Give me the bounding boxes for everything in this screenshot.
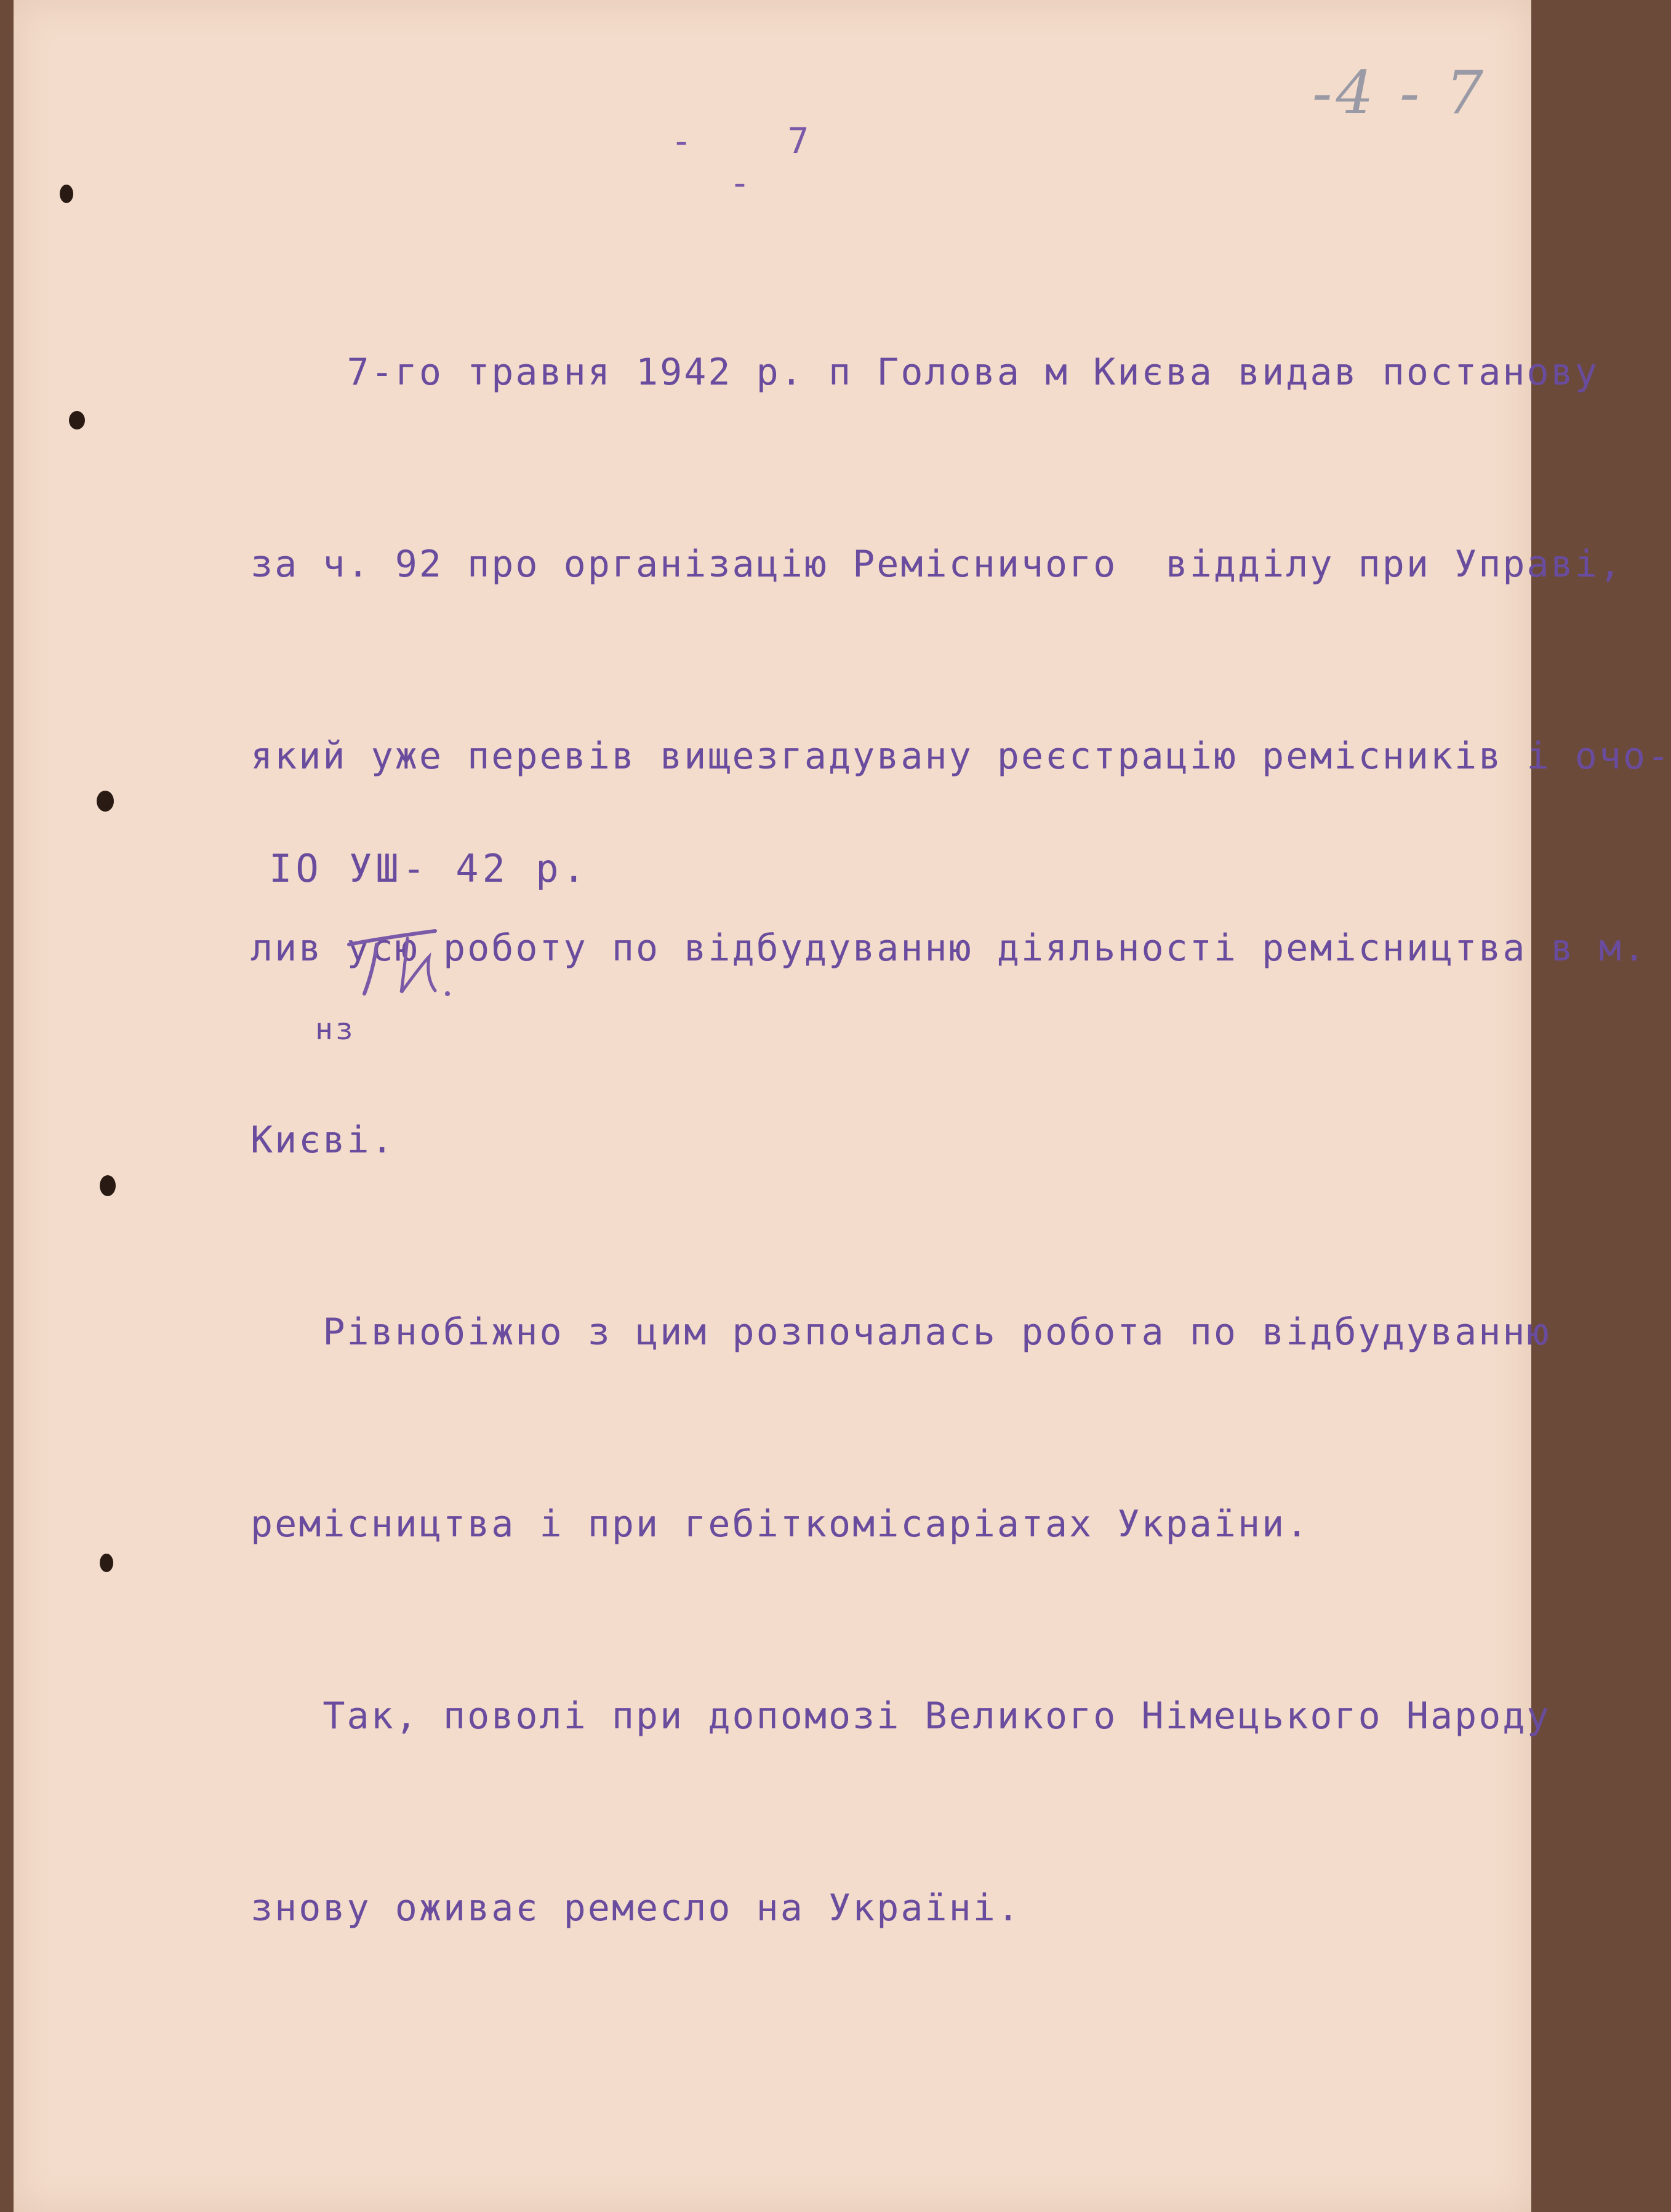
typist-initials: нз	[315, 1012, 356, 1047]
body-line: Рівнобіжно з цим розпочалась робота по відбудуванню	[250, 1311, 1551, 1354]
binding-hole	[97, 791, 114, 812]
body-line: Так, поволі при допомозі Великого Німецького Народу	[250, 1695, 1551, 1738]
body-line: Києві.	[250, 1119, 395, 1162]
body-line: який уже перевів вищезгадувану реєстрацію ремісників і очо-	[250, 735, 1671, 778]
binding-hole	[69, 411, 85, 429]
body-line: 7-го травня 1942 р. п Голова м Києва видав постанову	[250, 351, 1599, 394]
document-date: IO УШ- 42 р.	[269, 846, 589, 891]
binding-hole	[60, 185, 73, 203]
binding-hole	[100, 1175, 116, 1196]
body-line: знову оживає ремесло на Україні.	[250, 1887, 1021, 1930]
document-body	[250, 212, 1671, 2068]
binding-hole	[100, 1554, 113, 1572]
page-number: - 7 -	[670, 120, 846, 204]
handwritten-signature	[343, 920, 466, 1012]
document-page	[14, 0, 1671, 2212]
body-line: ремісництва і при гебіткомісаріатах України.	[250, 1503, 1310, 1546]
archive-page-mark: -4 - 7	[1312, 58, 1488, 127]
body-line: за ч. 92 про організацію Ремісничого відділу при Управі,	[250, 543, 1624, 586]
body-line: лив усю роботу по відбудуванню діяльності ремісництва в м.	[250, 927, 1648, 970]
